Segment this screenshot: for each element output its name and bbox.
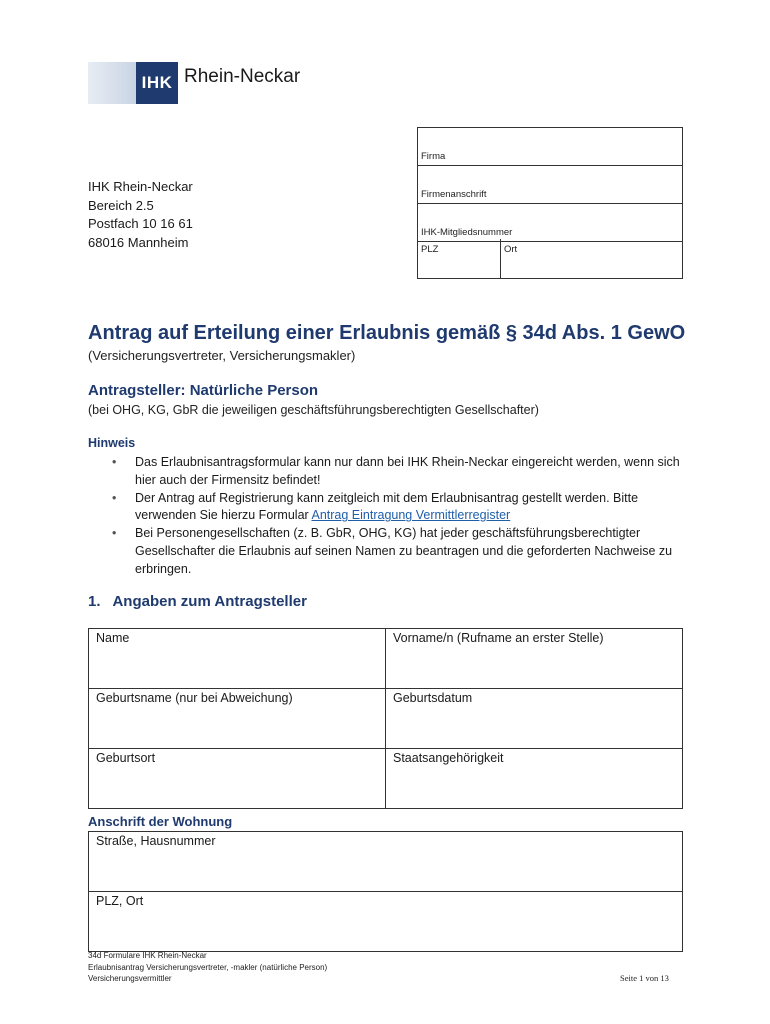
address-line: Postfach 10 16 61 — [88, 216, 193, 231]
note-text: Das Erlaubnisantragsformular kann nur dann bei IHK Rhein-Neckar eingereicht werden, wenn sich hier auch der Firmensitz befindet! — [135, 455, 680, 487]
footer-line: 34d Formulare IHK Rhein-Neckar — [88, 951, 207, 960]
plz-label[interactable]: PLZ — [421, 244, 439, 255]
address-line: IHK Rhein-Neckar — [88, 179, 193, 194]
company-info-box — [417, 127, 683, 279]
vorname-label: Vorname/n (Rufname an erster Stelle) — [393, 631, 604, 645]
address-line: 68016 Mannheim — [88, 234, 189, 250]
logo-gradient — [88, 62, 136, 104]
page-title: Antrag auf Erteilung einer Erlaubnis gemäß § 34d Abs. 1 GewO — [88, 322, 686, 344]
strasse-field[interactable] — [89, 832, 683, 892]
geburtsdatum-label: Geburtsdatum — [393, 691, 473, 705]
anschrift-heading: Anschrift der Wohnung — [88, 814, 233, 829]
bullet-icon: • — [112, 455, 117, 469]
note-text: Bei Personengesellschaften (z. B. GbR, OHG, KG) hat jeder geschäftsführungsberechtigter Gesellschafter die Erlaubnis auf seinen Namen zu beantragen und die geforderten Nachweise zu erbringen. — [135, 526, 673, 576]
staatsangehoerigkeit-field[interactable] — [386, 749, 683, 809]
footer-line: Versicherungsvermittler — [88, 974, 172, 983]
plz-ort-field[interactable] — [89, 892, 683, 952]
firmenanschrift-label: Firmenanschrift — [421, 189, 487, 200]
applicant-heading: Antragsteller: Natürliche Person — [88, 382, 319, 399]
applicant-table — [88, 628, 683, 809]
note-text: Der Antrag auf Registrierung kann zeitgleich mit dem Erlaubnisantrag gestellt werden. Bitte verwenden Sie hierzu Formular — [135, 490, 639, 523]
logo-mark: IHK — [136, 62, 178, 104]
firmenanschrift-field[interactable] — [418, 166, 682, 204]
geburtsname-label: Geburtsname (nur bei Abweichung) — [96, 691, 293, 705]
list-item — [108, 525, 688, 578]
applicant-note: (bei OHG, KG, GbR die jeweiligen geschäftsführungsberechtigten Gesellschafter) — [88, 403, 539, 417]
geburtsort-field[interactable] — [89, 749, 386, 809]
page-footer — [88, 950, 327, 985]
page-subtitle: (Versicherungsvertreter, Versicherungsmakler) — [88, 348, 356, 363]
mitgliedsnummer-label: IHK-Mitgliedsnummer — [421, 227, 513, 238]
mitgliedsnummer-field[interactable] — [418, 204, 682, 242]
logo-name: Rhein-Neckar — [184, 66, 301, 87]
geburtsname-field[interactable] — [89, 689, 386, 749]
hinweis-list — [108, 454, 688, 579]
hinweis-heading: Hinweis — [88, 436, 136, 450]
page-number: Seite 1 von 13 — [620, 973, 669, 983]
recipient-address — [88, 178, 193, 252]
geburtsort-label: Geburtsort — [96, 751, 156, 765]
ihk-logo — [88, 62, 303, 104]
staatsangehoerigkeit-label: Staatsangehörigkeit — [393, 751, 504, 765]
address-line: Bereich 2.5 — [88, 197, 154, 213]
name-label: Name — [96, 631, 130, 645]
plz-ort-divider — [500, 239, 501, 279]
name-field[interactable] — [89, 629, 386, 689]
vorname-field[interactable] — [386, 629, 683, 689]
geburtsdatum-field[interactable] — [386, 689, 683, 749]
bullet-icon: • — [112, 490, 117, 505]
section1-heading: 1. Angaben zum Antragsteller — [88, 593, 307, 610]
anschrift-table — [88, 831, 683, 952]
footer-line: Erlaubnisantrag Versicherungsvertreter, -makler (natürliche Person) — [88, 962, 328, 972]
ort-label[interactable]: Ort — [504, 244, 518, 255]
list-item — [108, 490, 688, 526]
firma-field[interactable] — [418, 128, 682, 166]
firma-label: Firma — [421, 151, 446, 162]
plz-ort-label: PLZ, Ort — [96, 894, 144, 908]
strasse-label: Straße, Hausnummer — [96, 834, 216, 848]
register-form-link[interactable]: Antrag Eintragung Vermittlerregister — [311, 508, 511, 523]
list-item — [108, 454, 688, 490]
bullet-icon: • — [112, 526, 117, 541]
